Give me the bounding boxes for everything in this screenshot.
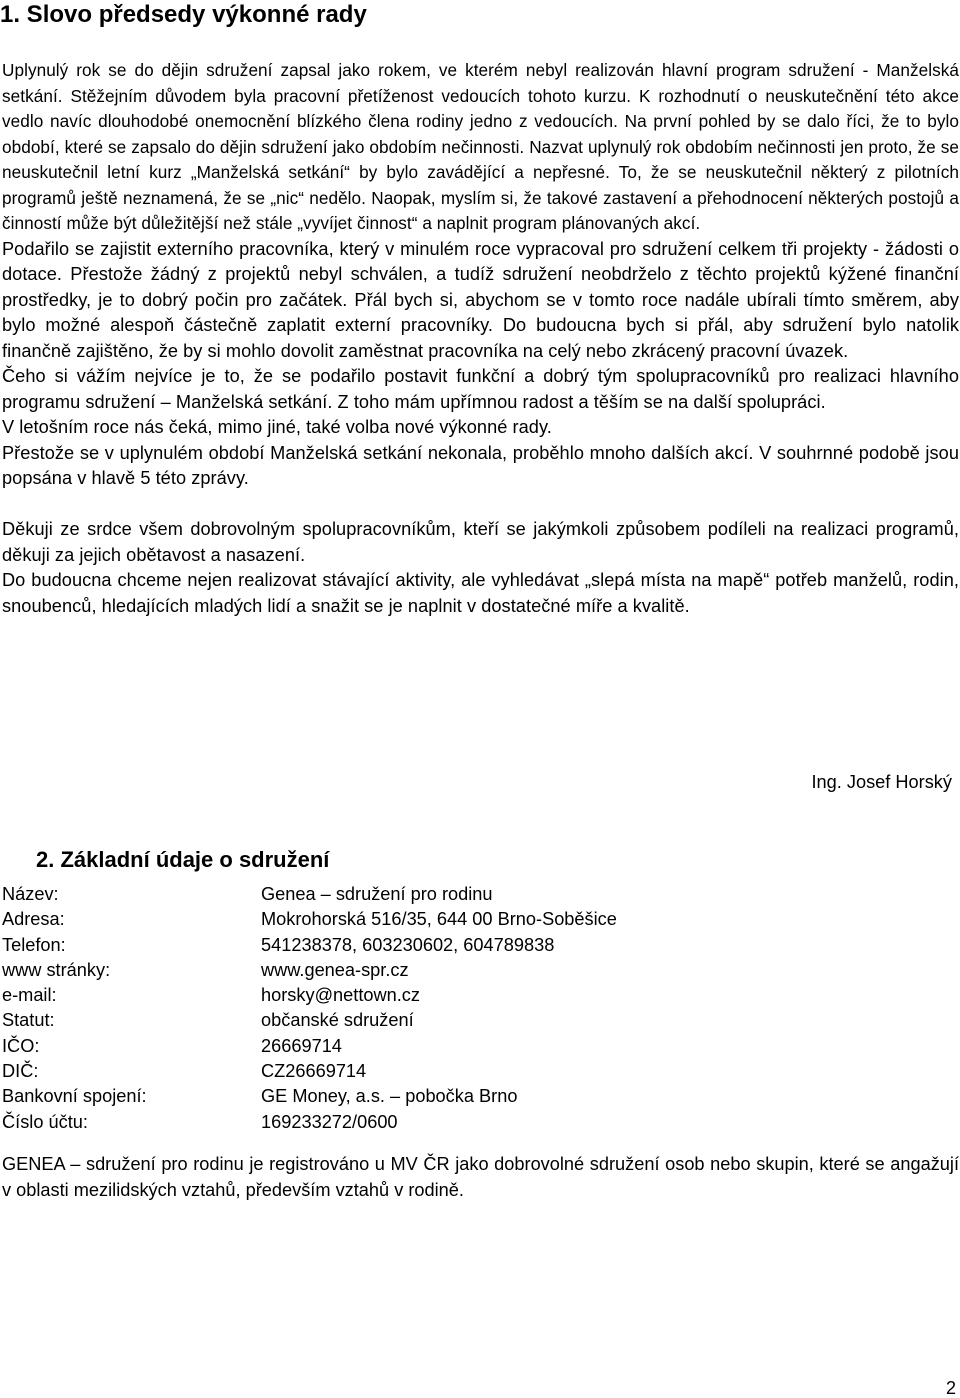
detail-label: Statut: <box>2 1010 55 1031</box>
registration-note: GENEA – sdružení pro rodinu je registrováno u MV ČR jako dobrovolné sdružení osob nebo skupin, které se angažují v oblasti mezilidských vztahů, především vztahů v rodině. <box>2 1154 959 1200</box>
paragraph: V letošním roce nás čeká, mimo jiné, také volba nové výkonné rady. <box>2 417 552 437</box>
email-link[interactable]: horsky@nettown.cz <box>261 985 420 1006</box>
detail-value: GE Money, a.s. – pobočka Brno <box>261 1086 518 1107</box>
detail-value: CZ26669714 <box>261 1061 367 1082</box>
detail-row <box>2 882 942 907</box>
detail-row <box>2 907 942 932</box>
paragraph: Do budoucna chceme nejen realizovat stávající aktivity, ale vyhledávat „slepá místa na mapě“ potřeb manželů, rodin, snoubenců, hledajících mladých lidí a snažit se je naplnit v dostatečné míře a kvalitě. <box>2 570 959 616</box>
detail-label: www stránky: <box>2 959 111 980</box>
detail-label: e-mail: <box>2 985 57 1006</box>
detail-row <box>2 1059 942 1084</box>
signature: Ing. Josef Horský <box>811 772 952 792</box>
paragraph: Děkuji ze srdce všem dobrovolným spolupracovníkům, kteří se jakýmkoli způsobem podíleli na realizaci programů, děkuji za jejich obětavost a nasazení. <box>2 519 959 565</box>
paragraph: Podařilo se zajistit externího pracovníka, který v minulém roce vypracoval pro sdružení celkem tři projekty - žádosti o dotace. Přestože žádný z projektů nebyl schválen, a tudíž sdružení neobdrželo z těchto projektů kýžené finanční prostředky, je to dobrý počin pro začátek. Přál bych si, abychom se v tomto roce nadále ubírali tímto směrem, aby bylo možné alespoň částečně zaplatit externí pracovníky. Do budoucna bych si přál, aby sdružení bylo natolik finančně zajištěno, že by si mohlo dovolit zaměstnat pracovníka na celý nebo zkrácený pracovní úvazek. <box>2 238 959 361</box>
section-1-heading: 1. Slovo předsedy výkonné rady <box>0 1 367 28</box>
detail-value: 169233272/0600 <box>261 1111 398 1132</box>
detail-label: Název: <box>2 884 59 904</box>
detail-label: Číslo účtu: <box>2 1111 88 1132</box>
detail-label: IČO: <box>2 1035 40 1056</box>
detail-row <box>2 1084 942 1109</box>
paragraph: Čeho si vážím nejvíce je to, že se podařilo postavit funkční a dobrý tým spolupracovníků pro realizaci hlavního programu sdružení – Manželská setkání. Z toho mám upřímnou radost a těším se na další spolupráci. <box>2 366 959 412</box>
detail-value: Genea – sdružení pro rodinu <box>261 884 493 904</box>
detail-row <box>2 1110 942 1135</box>
page-number: 2 <box>945 1378 956 1398</box>
chairman-letter <box>2 58 959 619</box>
detail-row <box>2 983 942 1008</box>
detail-value: 541238378, 603230602, 604789838 <box>261 934 555 955</box>
detail-value: občanské sdružení <box>261 1010 414 1031</box>
detail-row <box>2 1008 942 1033</box>
detail-label: DIČ: <box>2 1061 39 1082</box>
detail-row <box>2 933 942 958</box>
detail-label: Adresa: <box>2 909 65 930</box>
detail-label: Telefon: <box>2 934 66 955</box>
paragraph: Uplynulý rok se do dějin sdružení zapsal jako rokem, ve kterém nebyl realizován hlavní program sdružení - Manželská setkání. Stěžejním důvodem byla pracovní přetíženost vedoucích tohoto kurzu. K rozhodnutí o neuskutečnění této akce vedlo navíc dlouhodobé onemocnění blízkého člena rodiny jedno z vedoucích. Na první pohled by se dalo říci, že to bylo období, které se zapsalo do dějin sdružení jako obdobím nečinnosti. Nazvat uplynulý rok obdobím nečinnosti jen proto, že se neuskutečnil letní kurz „Manželská setkání“ by bylo zavádějící a nepřesné. To, že se neuskutečnil některý z pilotních programů ještě neznamená, že se „nic“ nedělo. Naopak, myslím si, že takové zastavení a přehodnocení některých postojů a činností může být důležitější než stále „vyvíjet činnost“ a naplnit program plánovaných akcí. <box>2 60 959 233</box>
organization-details <box>2 882 942 1135</box>
detail-row <box>2 1034 942 1059</box>
detail-row <box>2 958 942 983</box>
paragraph: Přestože se v uplynulém období Manželská setkání nekonala, proběhlo mnoho dalších akcí. V souhrnné podobě jsou popsána v hlavě 5 této zprávy. <box>2 442 959 488</box>
website-link[interactable]: www.genea-spr.cz <box>261 959 409 980</box>
detail-value: Mokrohorská 516/35, 644 00 Brno-Soběšice <box>261 909 617 930</box>
detail-value: 26669714 <box>261 1035 342 1056</box>
detail-label: Bankovní spojení: <box>2 1086 147 1107</box>
section-2-heading: 2. Základní údaje o sdružení <box>36 847 330 872</box>
